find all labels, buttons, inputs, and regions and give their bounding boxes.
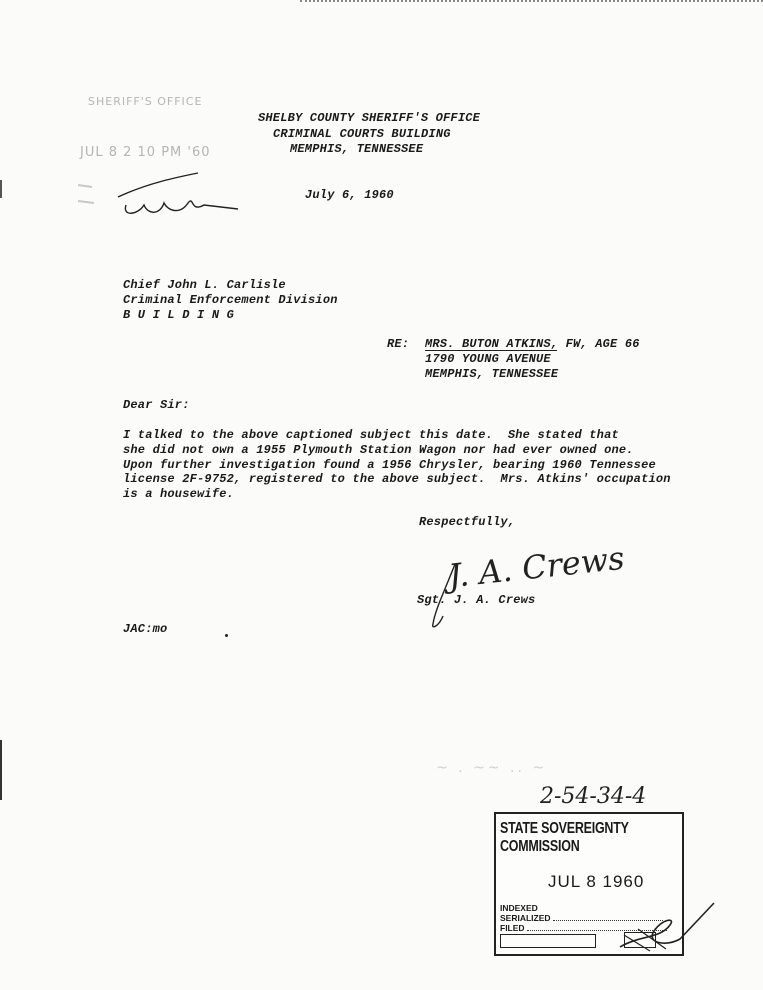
commission-date: JUL 8 1960 [548,872,645,891]
received-stamp-line2: JUL 8 2 10 PM '60 [80,145,211,160]
received-stamp-line1: SHERIFF'S OFFICE [88,95,203,108]
serialized-label: SERIALIZED [500,913,551,923]
closing: Respectfully, [419,515,516,529]
commission-title: STATE SOVEREIGNTY COMMISSION [500,820,629,855]
letterhead-office: SHELBY COUNTY SHERIFF'S OFFICE [258,111,481,125]
handwritten-signature: J. A. Crews [446,538,627,596]
recipient-name: Chief John L. Carlisle [123,278,286,292]
recipient-building: B U I L D I N G [123,308,235,322]
re-underline [425,350,557,351]
recipient-division: Criminal Enforcement Division [123,293,338,307]
salutation: Dear Sir: [123,398,190,412]
stamp-field-box [500,934,596,948]
re-street: 1790 YOUNG AVENUE [425,352,551,366]
body-line-5: is a housewife. [123,487,235,501]
left-edge-mark-top [0,180,2,198]
body-line-2: she did not own a 1955 Plymouth Station Wagon nor had ever owned one. [123,443,634,457]
faint-smudge: ~ . ~~ .. ~ [436,760,548,776]
left-edge-mark [0,740,2,800]
typist-initials: JAC:mo [123,622,168,636]
indexed-label: INDEXED [500,903,538,913]
file-number: 2-54-34-4 [540,784,647,809]
initials-scrawl [78,165,248,225]
letterhead-city: MEMPHIS, TENNESSEE [290,142,424,156]
body-line-4: license 2F-9752, registered to the above subject. Mrs. Atkins' occupation [123,472,671,486]
ink-dot [225,634,228,637]
letterhead-building: CRIMINAL COURTS BUILDING [273,127,451,141]
body-line-3: Upon further investigation found a 1956 Chrysler, bearing 1960 Tennessee [123,458,656,472]
stamp-initials-scrawl [610,895,720,955]
letter-date: July 6, 1960 [305,188,394,202]
body-line-1: I talked to the above captioned subject this date. She stated that [123,428,619,442]
top-edge-dots [300,0,763,5]
re-subject: MRS. BUTON ATKINS, FW, AGE 66 [425,337,640,351]
re-label: RE: [387,337,410,351]
filed-label: FILED [500,923,525,933]
re-city: MEMPHIS, TENNESSEE [425,367,559,381]
typed-signature: Sgt. J. A. Crews [417,593,536,607]
